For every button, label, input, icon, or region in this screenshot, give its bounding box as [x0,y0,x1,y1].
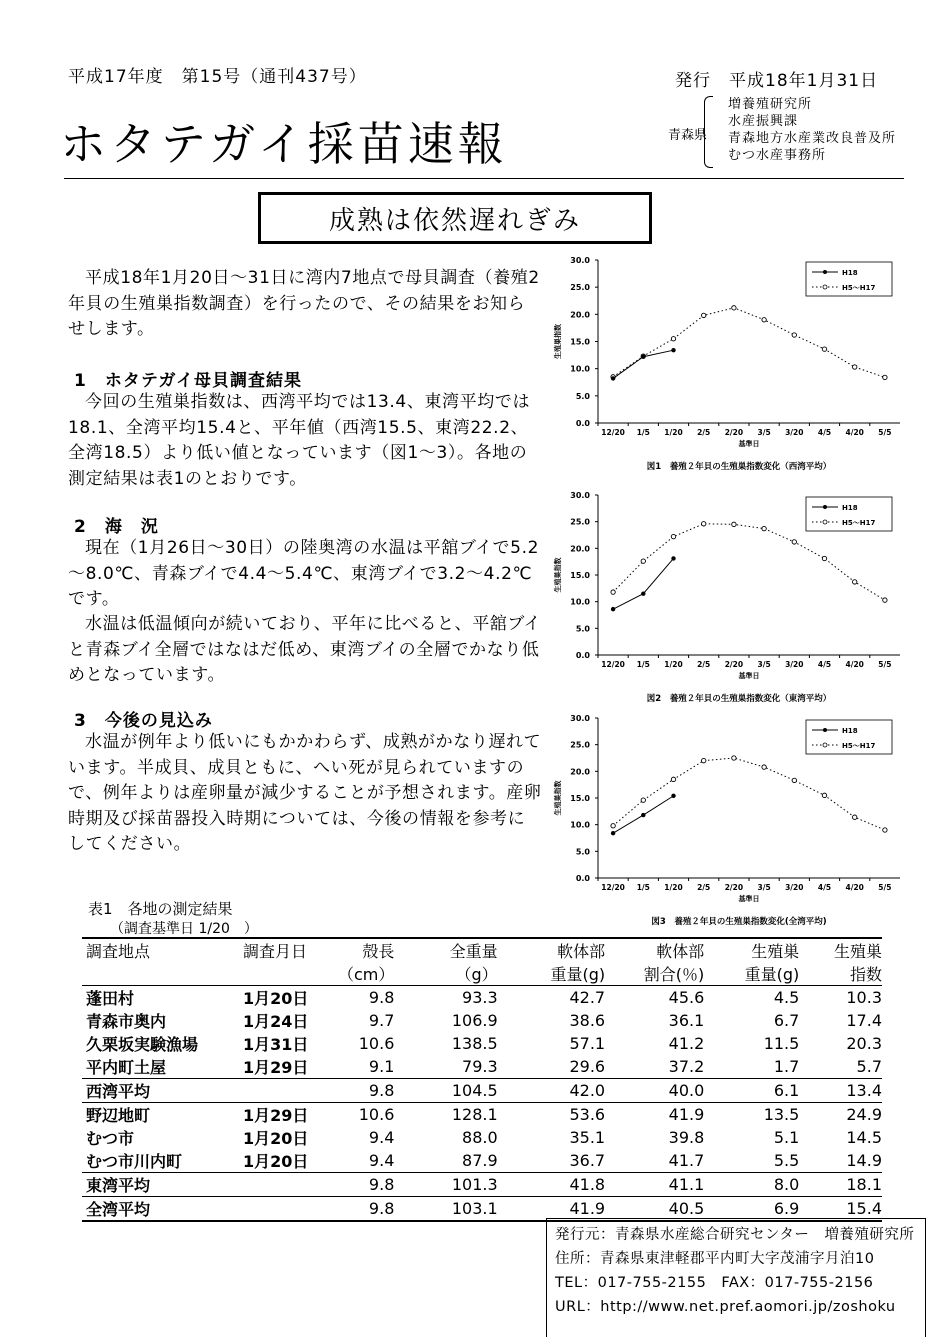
data-point-normal [762,526,766,530]
legend-marker-normal [823,285,827,289]
table-cell: 41.8 [498,1173,605,1197]
table-cell: 36.1 [668,1011,705,1030]
table-cell: 15.4 [799,1197,882,1222]
table-cell: 42.7 [569,988,606,1007]
issue-number: 平成17年度 第15号（通刊437号） [68,67,367,87]
data-point-normal [822,347,826,351]
x-tick-label: 5/5 [878,428,892,437]
table-title: 表1 各地の測定結果 [88,900,233,918]
table-cell [237,962,336,986]
x-tick-label: 1/20 [664,428,683,437]
table-cell: 6.7 [773,1011,800,1030]
table-cell: 41.9 [668,1105,705,1124]
header-divider [64,178,904,179]
table-cell: 20.3 [846,1034,882,1053]
table-cell: 79.3 [462,1057,498,1076]
y-tick-label: 20.0 [570,767,590,777]
data-point-h18 [611,376,615,380]
x-tick-label: 2/5 [697,660,711,669]
table-cell: 9.8 [336,1197,394,1222]
y-tick-label: 5.0 [575,624,590,634]
table-average-row [82,1173,882,1197]
legend-marker-h18 [823,505,827,509]
table-cell: 53.6 [569,1105,606,1124]
table-cell [237,1079,336,1103]
x-tick-label: 4/5 [817,660,832,669]
data-point-normal [671,534,675,538]
organization-item: 青森地方水産業改良普及所 [728,131,897,146]
data-point-h18 [641,813,645,817]
table-cell: 29.6 [569,1057,606,1076]
data-point-normal [822,793,826,797]
data-point-normal [762,765,766,769]
table-cell: 41.9 [498,1197,605,1222]
table-cell: 88.0 [462,1128,498,1147]
y-tick-label: 0.0 [575,651,590,660]
chart-caption: 図2 養殖２年貝の生殖巣指数変化（東湾平均） [646,694,832,704]
table-cell [237,1173,336,1197]
y-axis-label: 生殖巣指数 [554,324,562,359]
newsletter-title: ホタテガイ採苗速報 [60,117,508,171]
y-tick-label: 15.0 [570,337,590,347]
section-paragraph: 水温が例年より低いにもかかわらず、成熟がかなり遅れています。半成貝、成貝ともに、へい死が見られていますので、例年よりは産卵量が減少することが予想されます。産卵時期及び採苗器投入時期については、今後の情報を参考にしてください。 [68,732,542,855]
data-point-h18 [641,355,645,359]
measurement-table [82,937,882,1222]
data-point-h18 [671,556,675,560]
table-cell: 11.5 [763,1034,800,1053]
y-tick-label: 30.0 [570,714,590,723]
table-cell: 1月20日 [242,989,309,1008]
publisher-info [546,1218,926,1337]
legend-marker-normal [823,520,827,524]
table-cell: （g） [394,962,497,986]
data-point-normal [732,306,736,310]
data-point-normal [792,540,796,544]
table-cell: 1月24日 [242,1012,309,1031]
table-cell: 39.8 [668,1128,705,1147]
table-cell: 全重量 [394,938,497,962]
x-tick-label: 3/5 [757,883,771,892]
x-tick-label: 4/5 [817,883,832,892]
legend-label: H18 [842,727,858,735]
y-tick-label: 10.0 [570,364,590,374]
x-tick-label: 1/20 [664,883,683,892]
y-tick-label: 25.0 [570,517,590,527]
x-tick-label: 3/20 [785,428,804,437]
data-point-normal [883,375,887,379]
table-row [82,1055,882,1079]
table-cell: 36.7 [569,1151,606,1170]
section-heading: 1 ホタテガイ母貝調査結果 [74,371,302,391]
table-header-row [82,962,882,986]
table-cell: 35.1 [569,1128,606,1147]
legend-label: H18 [842,504,858,512]
x-tick-label: 2/20 [724,883,744,892]
table-row [82,1032,882,1055]
table-cell: 6.9 [704,1197,799,1222]
table-cell [237,1197,336,1222]
table-cell: 調査地点 [82,938,237,962]
legend-label: H5～H17 [842,519,876,527]
url-line: URL：http://www.net.pref.aomori.jp/zoshoku [555,1299,896,1315]
table-cell: （cm） [336,962,394,986]
table-cell: 103.1 [394,1197,497,1222]
table-cell: 138.5 [451,1034,498,1053]
data-point-normal [611,590,615,594]
table-cell: 久栗坂実験漁場 [86,1035,199,1054]
table-cell: 93.3 [462,988,498,1007]
table-cell: 生殖巣 [799,938,882,962]
table-cell: 10.6 [358,1105,395,1124]
data-point-normal [641,559,645,563]
x-tick-label: 4/20 [845,660,864,669]
table-cell [82,962,237,986]
y-tick-label: 0.0 [575,419,590,428]
table-cell: 重量(g) [498,962,605,986]
table-cell: 87.9 [462,1151,498,1170]
table-cell: 9.7 [368,1011,395,1030]
chart-east-bay [548,485,908,707]
data-point-h18 [611,831,615,835]
legend-marker-normal [823,743,827,747]
table-cell: 1.7 [773,1057,800,1076]
table-cell: 1月20日 [242,1152,309,1171]
chart-west-bay [548,250,908,475]
contact-line: TEL：017-755-2155 FAX：017-755-2156 [555,1275,874,1291]
table-cell: 調査月日 [237,938,336,962]
org-bracket [704,96,713,168]
data-point-normal [611,824,615,828]
table-cell: 9.4 [368,1151,395,1170]
data-point-normal [883,828,887,832]
x-tick-label: 2/20 [724,660,744,669]
table-cell: 1月20日 [242,1129,309,1148]
table-cell: 4.5 [773,988,800,1007]
table-cell: 40.5 [605,1197,704,1222]
table-cell: 41.7 [668,1151,705,1170]
data-point-normal [732,756,736,760]
y-tick-label: 20.0 [570,544,590,554]
chart-caption: 図1 養殖２年貝の生殖巣指数変化（西湾平均） [646,462,832,472]
x-tick-label: 3/5 [757,428,771,437]
x-tick-label: 5/5 [878,883,892,892]
x-tick-label: 3/5 [757,660,771,669]
data-point-normal [762,318,766,322]
table-cell: 殻長 [336,938,394,962]
table-cell: 10.6 [358,1034,395,1053]
chart-caption: 図3 養殖２年貝の生殖巣指数変化(全湾平均) [651,917,827,927]
table-cell: 野辺地町 [86,1106,151,1125]
y-tick-label: 15.0 [570,794,590,803]
x-tick-label: 3/20 [785,660,804,669]
x-tick-label: 4/20 [845,883,864,892]
data-point-normal [883,598,887,602]
y-tick-label: 10.0 [570,820,590,830]
x-tick-label: 4/20 [845,428,864,437]
table-cell: 指数 [799,962,882,986]
table-cell: 10.3 [846,988,882,1007]
table-cell: 生殖巣 [704,938,799,962]
section-heading: 2 海 況 [74,517,159,537]
data-point-normal [792,333,796,337]
table-cell: 1月31日 [242,1035,309,1054]
table-cell: 9.4 [368,1128,395,1147]
table-cell: 割合(％) [605,962,704,986]
x-tick-label: 2/20 [724,428,744,437]
x-tick-label: 3/20 [785,883,804,892]
table-subtitle: （調査基準日 1/20 ） [110,921,258,937]
table-cell: 101.3 [394,1173,497,1197]
table-cell: 5.7 [856,1057,882,1076]
data-point-normal [671,777,675,781]
chart-whole-bay [548,708,908,930]
data-point-normal [702,758,706,762]
table-cell: 37.2 [668,1057,705,1076]
y-axis-label: 生殖巣指数 [554,780,562,816]
table-cell: 13.5 [763,1105,800,1124]
data-point-h18 [641,591,645,595]
table-cell: 軟体部 [498,938,605,962]
table-cell: 45.6 [668,988,705,1007]
section-heading: 3 今後の見込み [74,711,213,731]
section-paragraph: 今回の生殖巣指数は、西湾平均では13.4、東湾平均では18.1、全湾平均15.4と、平年値（西湾15.5、東湾22.2、全湾18.5）より低い値となっています（図1～3）。各地の測定結果は表1のとおりです。 [68,392,531,489]
table-cell: 38.6 [569,1011,606,1030]
x-tick-label: 1/5 [636,883,650,892]
table-cell: 9.1 [368,1057,395,1076]
table-cell: 5.5 [773,1151,800,1170]
data-point-h18 [611,607,615,611]
data-point-normal [853,365,857,369]
table-cell: 42.0 [498,1079,605,1103]
series-line-normal [613,308,885,378]
table-cell: 8.0 [704,1173,799,1197]
y-tick-label: 15.0 [570,571,590,580]
table-cell: 14.9 [846,1151,882,1170]
y-axis-label: 生殖巣指数 [554,557,562,593]
organization-item: 水産振興課 [728,114,799,129]
x-tick-label: 1/5 [636,428,650,437]
table-cell: 104.5 [394,1079,497,1103]
table-row [82,1126,882,1149]
data-point-normal [732,522,736,526]
y-tick-label: 20.0 [570,310,590,320]
publisher-line: 発行元：青森県水産総合研究センター 増養殖研究所 [555,1227,915,1243]
table-cell: 17.4 [846,1011,882,1030]
y-tick-label: 5.0 [575,391,590,401]
y-tick-label: 10.0 [570,597,590,607]
table-cell: 青森市奥内 [86,1012,167,1031]
table-cell: 41.2 [668,1034,705,1053]
x-tick-label: 2/5 [697,883,711,892]
legend-marker-h18 [823,728,827,732]
table-cell: 5.1 [773,1128,800,1147]
y-tick-label: 25.0 [570,740,590,750]
series-line-normal [613,524,885,600]
data-point-normal [853,815,857,819]
organization-item: むつ水産事務所 [728,148,827,163]
table-cell: 57.1 [569,1034,606,1053]
publish-date: 発行 平成18年1月31日 [675,71,879,91]
table-cell: 重量(g) [704,962,799,986]
data-point-normal [671,337,675,341]
table-cell: 蓬田村 [86,989,135,1008]
headline-box: 成熟は依然遅れぎみ [258,192,652,244]
intro-paragraph: 平成18年1月20日～31日に湾内7地点で母貝調査（養殖2年貝の生殖巣指数調査）を行ったので、その結果をお知らせします。 [68,268,540,340]
data-point-normal [822,556,826,560]
table-cell: 1月29日 [242,1058,309,1077]
data-point-h18 [671,794,675,798]
organization-list [728,96,896,164]
table-cell: 9.8 [368,988,395,1007]
data-point-normal [702,313,706,317]
y-tick-label: 30.0 [570,256,590,265]
x-axis-label: 基準日 [738,895,760,903]
x-tick-label: 4/5 [817,428,832,437]
table-cell: 6.1 [704,1079,799,1103]
table-cell: 東湾平均 [82,1173,237,1197]
data-point-normal [853,580,857,584]
table-header-row [82,938,882,962]
table-cell: 106.9 [451,1011,498,1030]
table-cell: 9.8 [336,1173,394,1197]
y-tick-label: 0.0 [575,874,590,883]
table-cell: 9.8 [336,1079,394,1103]
table-cell: 24.9 [846,1105,882,1124]
y-tick-label: 30.0 [570,491,590,500]
table-cell: むつ市川内町 [86,1152,183,1171]
table-cell: 40.0 [605,1079,704,1103]
address-line: 住所：青森県東津軽郡平内町大字茂浦字月泊10 [555,1251,875,1267]
x-axis-label: 基準日 [738,440,760,448]
legend-label: H5～H17 [842,284,876,292]
table-row [82,1103,882,1127]
x-tick-label: 2/5 [697,428,711,437]
table-row [82,1149,882,1173]
x-tick-label: 5/5 [878,660,892,669]
data-point-normal [641,798,645,802]
table-cell: 14.5 [846,1128,882,1147]
legend-marker-h18 [823,270,827,274]
table-cell: 西湾平均 [82,1079,237,1103]
series-line-h18 [613,558,673,609]
section-paragraph: 現在（1月26日～30日）の陸奥湾の水温は平舘ブイで5.2～8.0℃、青森ブイで4.4～5.4℃、東湾ブイで3.2～4.2℃です。 [68,538,539,610]
prefecture-label: 青森県 [668,128,708,143]
data-point-h18 [671,348,675,352]
table-cell: 13.4 [799,1079,882,1103]
legend-label: H5～H17 [842,742,876,750]
x-tick-label: 1/20 [664,660,683,669]
legend-label: H18 [842,269,858,277]
table-average-row [82,1079,882,1103]
table-cell: むつ市 [86,1129,135,1148]
x-tick-label: 12/20 [601,428,625,437]
table-cell: 平内町土屋 [86,1058,167,1077]
table-row [82,986,882,1010]
x-axis-label: 基準日 [738,672,760,680]
table-cell: 軟体部 [605,938,704,962]
table-cell: 全湾平均 [82,1197,237,1222]
section-paragraph: 水温は低温傾向が続いており、平年に比べると、平舘ブイと青森ブイ全層ではなはだ低め、東湾ブイの全層でかなり低めとなっています。 [68,614,542,686]
x-tick-label: 12/20 [601,660,625,669]
x-tick-label: 12/20 [601,883,625,892]
table-cell: 1月29日 [242,1106,309,1125]
x-tick-label: 1/5 [636,660,650,669]
y-tick-label: 5.0 [575,847,590,857]
table-cell: 41.1 [605,1173,704,1197]
table-row [82,1009,882,1032]
series-line-normal [613,758,885,830]
table-cell: 128.1 [451,1105,498,1124]
table-cell: 18.1 [799,1173,882,1197]
y-tick-label: 25.0 [570,283,590,293]
organization-item: 増養殖研究所 [728,97,813,112]
data-point-normal [792,778,796,782]
data-point-normal [702,522,706,526]
